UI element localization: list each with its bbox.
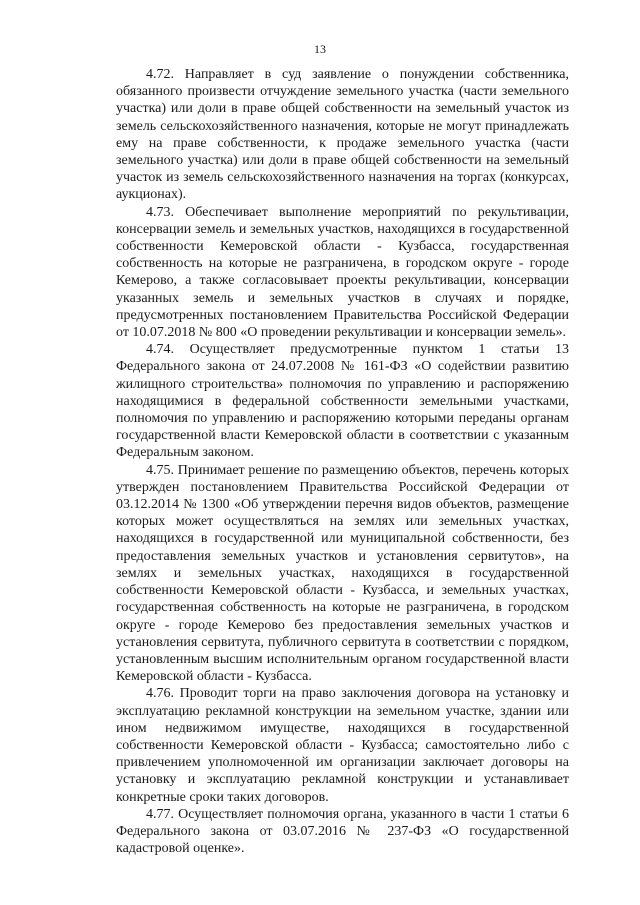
paragraph-4-72: 4.72. Направляет в суд заявление о понуждении собственника, обязанного произвести отчуждение земельного участка (части земельного участка) или доли в праве общей собственности на земельный участок из земель сельскохозяйственного назначения, которые не могут принадлежать ему на праве собственности, к продаже земельного участка (части земельного участка) или доли в праве общей собственности на земельный участок из земель сельскохозяйственного назначения на торгах (конкурсах, аукционах). — [116, 67, 569, 203]
document-body — [116, 66, 569, 857]
page-number: 13 — [314, 42, 326, 56]
paragraph-4-75: 4.75. Принимает решение по размещению объектов, перечень которых утвержден постановлением Правительства Российской Федерации от 03.12.2014 № 1300 «Об утверждении перечня видов объектов, размещение которых может осуществляться на землях или земельных участках, находящихся в государственной или муниципальной собственности, без предоставления земельных участков и установления сервитутов», на землях и земельных участках, находящихся в государственной собственности Кемеровской области - Кузбасса, и земельных участках, государственная собственность на которые не разграничена, в городском округе - городе Кемерово без предоставления земельных участков и установления сервитута, публичного сервитута в соответствии с порядком, установленным высшим исполнительным органом государственной власти Кемеровской области - Кузбасса. — [116, 462, 569, 685]
paragraph-4-73: 4.73. Обеспечивает выполнение мероприятий по рекультивации, консервации земель и земельных участков, находящихся в государственной собственности Кемеровской области - Кузбасса, государственная собственность на которые не разграничена, в городском округе - городе Кемерово, а также согласовывает проекты рекультивации, консервации указанных земель и земельных участков в случаях и порядке, предусмотренных постановлением Правительства Российской Федерации от 10.07.2018 № 800 «О проведении рекультивации и консервации земель». — [116, 204, 569, 341]
paragraph-4-76: 4.76. Проводит торги на право заключения договора на установку и эксплуатацию рекламной конструкции на земельном участке, здании или ином недвижимом имуществе, находящихся в государственной собственности Кемеровской области - Кузбасса; самостоятельно либо с привлечением уполномоченной им организации заключает договоры на установку и эксплуатацию рекламной конструкции и устанавливает конкретные сроки таких договоров. — [116, 686, 569, 805]
paragraph-4-74: 4.74. Осуществляет предусмотренные пунктом 1 статьи 13 Федерального закона от 24.07.2008 № 161-ФЗ «О содействии развитию жилищного строительства» полномочия по управлению и распоряжению находящимися в федеральной собственности земельными участками, полномочия по управлению и распоряжению которыми переданы органам государственной власти Кемеровской области в соответствии с указанным Федеральным законом. — [116, 342, 569, 461]
paragraph-4-77: 4.77. Осуществляет полномочия органа, указанного в части 1 статьи 6 Федерального закона от 03.07.2016 № 237-ФЗ «О государственной кадастровой оценке». — [116, 806, 569, 857]
